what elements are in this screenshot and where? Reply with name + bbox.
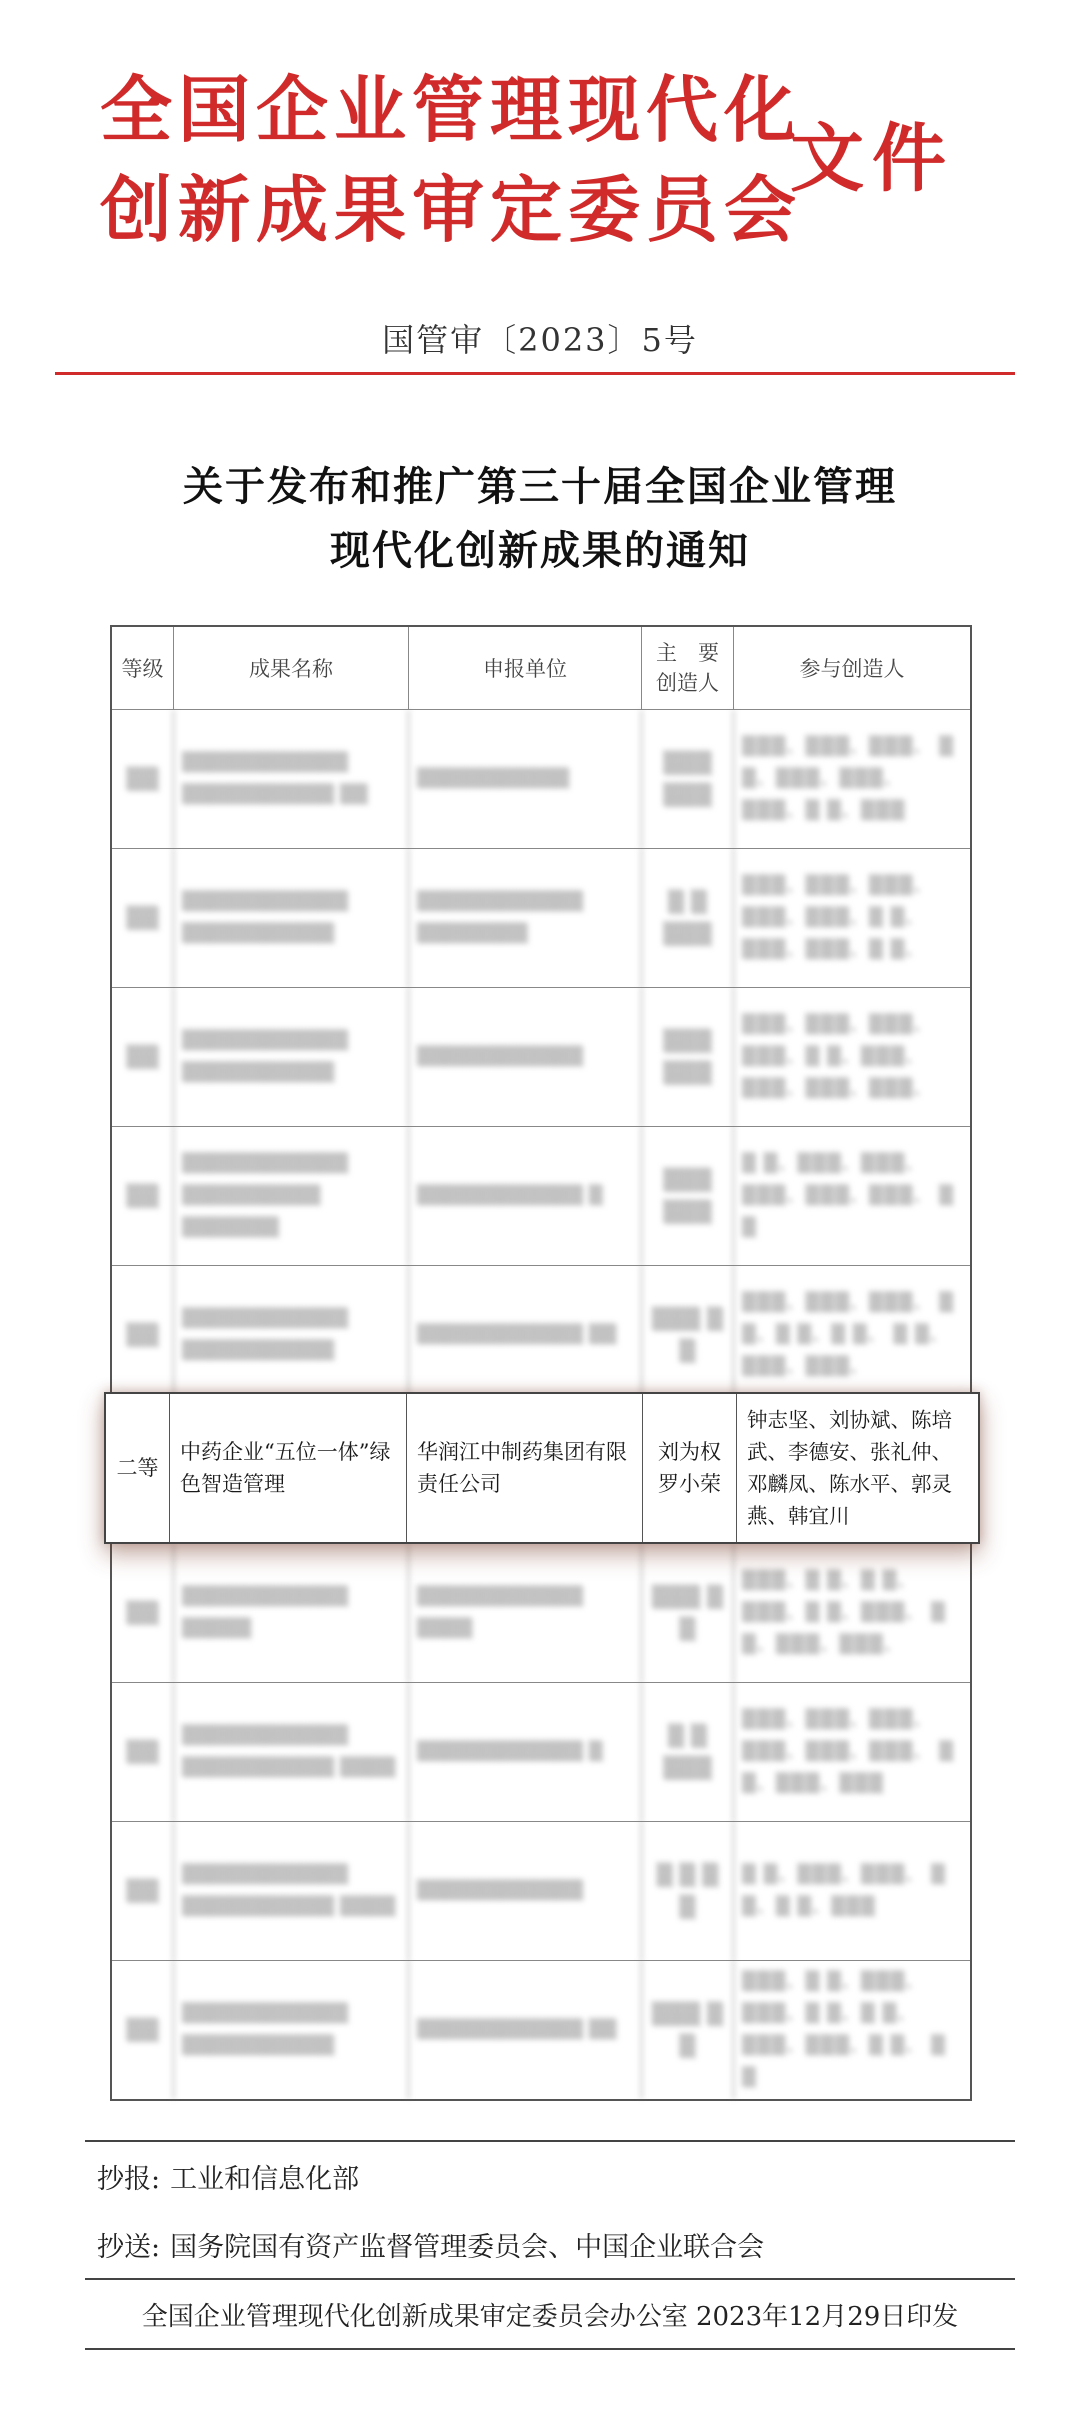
table-row: ▒▒ ▒▒▒▒▒▒▒▒▒▒▒▒ ▒▒▒▒▒▒▒▒▒▒▒ ▒▒▒▒▒▒▒▒▒▒▒▒ ▒▒ ▒▒▒ ▒ ▒ ▒▒▒、▒▒▒、▒▒▒、 ▒ ▒、▒ ▒、▒ ▒、 ▒ ▒、▒▒▒、▒▒▒、: [112, 1266, 970, 1405]
table-row: ▒▒ ▒▒▒▒▒▒▒▒▒▒▒▒ ▒▒▒▒▒▒▒▒▒▒▒ ▒▒▒▒ ▒▒▒▒▒▒▒▒▒▒▒▒ ▒ ▒ ▒ ▒▒▒ ▒▒▒、▒▒▒、▒▒▒、 ▒▒▒、▒▒▒、▒▒▒、 ▒ ▒、▒▒▒、▒▒▒: [112, 1683, 970, 1822]
highlight-unit: 华润江中制药集团有限责任公司: [407, 1394, 643, 1542]
red-divider: [55, 372, 1015, 375]
header-grade: 等级: [112, 627, 174, 709]
title-line-1: 关于发布和推广第三十届全国企业管理: [183, 463, 897, 510]
document-header: [0, 0, 1080, 290]
highlight-main-creator-1: 刘为权: [658, 1440, 721, 1464]
awards-table: [110, 625, 972, 2101]
title-line-2: 现代化创新成果的通知: [330, 527, 750, 574]
issuer-line-2: 创新成果审定委员会: [100, 168, 803, 252]
issuer-line-1: 全国企业管理现代化: [100, 68, 803, 152]
send-to-line: [85, 2210, 1015, 2278]
header-main-creator-line-1: 主 要: [656, 641, 719, 665]
header-main-creator: [642, 627, 734, 709]
table-row: ▒▒ ▒▒▒▒▒▒▒▒▒▒▒▒ ▒▒▒▒▒▒▒▒▒▒▒ ▒▒▒▒▒▒▒▒▒▒▒▒ ▒▒▒ ▒▒▒ ▒▒▒、▒▒▒、▒▒▒、 ▒▒▒、▒ ▒、▒▒▒、 ▒▒▒、▒▒▒、▒▒▒、: [112, 988, 970, 1127]
table-row: ▒▒ ▒▒▒▒▒▒▒▒▒▒▒▒ ▒▒▒▒▒▒▒▒▒▒▒ ▒▒▒▒▒▒▒▒▒▒▒▒ ▒▒ ▒▒▒ ▒ ▒ ▒▒▒、▒ ▒、▒▒▒、 ▒▒▒、▒ ▒、▒ ▒、 ▒▒▒、▒▒▒、▒ ▒、 ▒ ▒: [112, 1961, 970, 2099]
highlight-main-creator: [643, 1394, 737, 1542]
issuer-date-line: 全国企业管理现代化创新成果审定委员会办公室 2023年12月29日印发: [141, 2301, 959, 2332]
highlight-grade: 二等: [106, 1394, 170, 1542]
table-header-row: [112, 627, 970, 710]
document-footer: [85, 2140, 1015, 2350]
table-row: ▒▒ ▒▒▒▒▒▒▒▒▒▒▒▒ ▒▒▒▒▒▒▒▒▒▒▒ ▒▒▒▒ ▒▒▒▒▒▒▒▒▒▒▒▒ ▒ ▒ ▒ ▒ ▒ ▒、▒▒▒、▒▒▒、 ▒ ▒、▒ ▒、▒▒▒: [112, 1822, 970, 1961]
table-row: ▒▒ ▒▒▒▒▒▒▒▒▒▒▒▒ ▒▒▒▒▒▒▒▒▒▒▒ ▒▒ ▒▒▒▒▒▒▒▒▒▒▒ ▒▒▒ ▒▒▒ ▒▒▒、▒▒▒、▒▒▒、 ▒ ▒、▒▒▒、▒▒▒、 ▒▒▒、▒ ▒、▒▒▒: [112, 710, 970, 849]
header-name: 成果名称: [174, 627, 409, 709]
header-participants: 参与创造人: [799, 657, 905, 681]
highlight-participants: 钟志坚、刘协斌、陈培武、李德安、张礼仲、邓麟凤、陈水平、郭灵燕、韩宜川: [747, 1408, 952, 1528]
send-value: 国务院国有资产监督管理委员会、中国企业联合会: [170, 2231, 765, 2263]
document-number: 国管审〔2023〕5号: [382, 321, 698, 359]
report-to-line: [85, 2142, 1015, 2210]
doc-type-label: 文件: [790, 116, 954, 202]
header-unit: 申报单位: [409, 627, 642, 709]
table-row: ▒▒ ▒▒▒▒▒▒▒▒▒▒▒▒ ▒▒▒▒▒ ▒▒▒▒▒▒▒▒▒▒▒▒ ▒▒▒▒ ▒▒▒ ▒ ▒ ▒▒▒、▒ ▒、▒ ▒、 ▒▒▒、▒ ▒、▒▒▒、 ▒ ▒、▒▒▒、▒▒▒、: [112, 1544, 970, 1683]
report-value: 工业和信息化部: [170, 2163, 360, 2195]
highlight-main-creator-2: 罗小荣: [658, 1472, 721, 1496]
footer-rule: [85, 2348, 1015, 2350]
table-row: ▒▒ ▒▒▒▒▒▒▒▒▒▒▒▒ ▒▒▒▒▒▒▒▒▒▒ ▒▒▒▒▒▒▒ ▒▒▒▒▒▒▒▒▒▒▒▒ ▒ ▒▒▒ ▒▒▒ ▒ ▒、▒▒▒、▒▒▒、 ▒▒▒、▒▒▒、▒▒▒、 ▒ ▒: [112, 1127, 970, 1266]
issuer-name: [100, 60, 802, 260]
highlighted-award-row: [104, 1392, 980, 1544]
document-title: [0, 455, 1080, 583]
highlight-name: 中药企业“五位一体”绿色智造管理: [170, 1394, 407, 1542]
send-label: 抄送:: [97, 2231, 161, 2263]
table-row: ▒▒ ▒▒▒▒▒▒▒▒▒▒▒▒ ▒▒▒▒▒▒▒▒▒▒▒ ▒▒▒▒▒▒▒▒▒▒▒▒ ▒▒▒▒▒▒▒▒ ▒ ▒ ▒▒▒ ▒▒▒、▒▒▒、▒▒▒、 ▒▒▒、▒▒▒、▒ ▒、 ▒▒▒、▒▒▒、▒ ▒、: [112, 849, 970, 988]
report-label: 抄报:: [97, 2163, 161, 2195]
header-main-creator-line-2: 创造人: [656, 671, 719, 695]
